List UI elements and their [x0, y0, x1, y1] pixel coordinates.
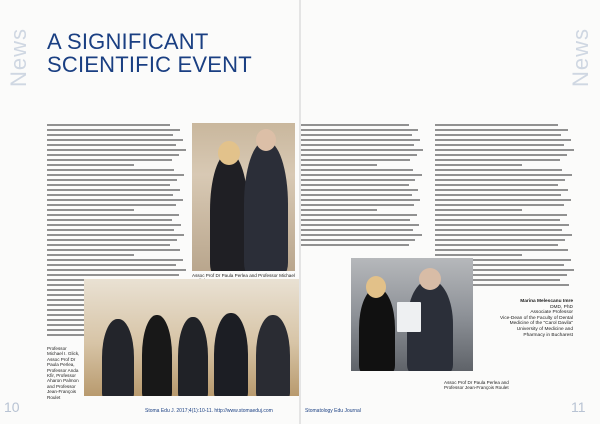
person-figure: [366, 276, 386, 298]
person-figure: [244, 141, 288, 271]
news-section-tab-right: News: [568, 28, 593, 88]
text-line-placeholder: [301, 164, 377, 166]
text-line-placeholder: [301, 219, 410, 221]
text-line-placeholder: [301, 229, 413, 231]
group-photo-speakers: [84, 279, 299, 396]
person-figure: [218, 141, 240, 165]
text-line-placeholder: [435, 189, 568, 191]
text-line-placeholder: [301, 144, 414, 146]
page-footer-right: Stomatology Edu Journal: [305, 408, 361, 414]
news-section-tab-left: News: [6, 28, 31, 88]
text-line-placeholder: [47, 249, 180, 251]
text-line-placeholder: [47, 179, 177, 181]
text-line-placeholder: [435, 174, 572, 176]
author-role: Associate Professor: [530, 310, 573, 316]
text-line-placeholder: [301, 179, 415, 181]
text-line-placeholder: [301, 214, 417, 216]
photo-caption: Assoc Prof Dr Paula Perlea and Professor Michael: [192, 273, 295, 278]
page-number-left: 10: [4, 399, 20, 415]
text-line-placeholder: [301, 224, 419, 226]
person-figure: [142, 315, 172, 396]
text-line-placeholder: [301, 209, 377, 211]
text-line-placeholder: [435, 179, 565, 181]
photo-caption: Professor Michael I. Glick, Assoc Prof Dr Paula Perlea, Professor Anda Kfir, Professor Aharon Palmon and Professor Jean-François Roulet: [47, 346, 80, 400]
text-line-placeholder: [47, 174, 184, 176]
text-line-placeholder: [47, 124, 170, 126]
text-line-placeholder: [301, 134, 412, 136]
text-line-placeholder: [47, 269, 186, 271]
text-line-placeholder: [301, 169, 413, 171]
text-line-placeholder: [435, 239, 565, 241]
footer-url[interactable]: http://www.stomaeduj.com: [214, 408, 273, 414]
text-line-placeholder: [435, 199, 571, 201]
text-line-placeholder: [47, 209, 134, 211]
text-line-placeholder: [435, 219, 560, 221]
photo-perlea-glick: [192, 123, 295, 271]
text-line-placeholder: [435, 164, 522, 166]
text-line-placeholder: [47, 239, 177, 241]
page-number-right: 11: [571, 399, 586, 415]
person-figure: [419, 268, 441, 290]
text-line-placeholder: [435, 234, 572, 236]
text-line-placeholder: [435, 129, 568, 131]
text-line-placeholder: [47, 194, 173, 196]
text-line-placeholder: [435, 139, 571, 141]
person-figure: [102, 319, 134, 396]
text-line-placeholder: [301, 174, 422, 176]
text-line-placeholder: [435, 249, 568, 251]
text-line-placeholder: [47, 184, 170, 186]
text-line-placeholder: [301, 204, 414, 206]
text-line-placeholder: [47, 264, 176, 266]
text-line-placeholder: [47, 169, 174, 171]
left-page: [0, 0, 299, 424]
text-column-3: [301, 124, 424, 249]
text-line-placeholder: [47, 129, 180, 131]
author-name: Marina Melescanu Imre: [520, 299, 573, 304]
text-line-placeholder: [301, 234, 422, 236]
person-figure: [210, 153, 248, 271]
photo-caption: Assoc Prof Dr Paula Perlea and Professor Jean-François Roulet: [444, 380, 509, 391]
text-line-placeholder: [435, 194, 561, 196]
article-title: A SIGNIFICANT SCIENTIFIC EVENT: [47, 29, 252, 77]
text-line-placeholder: [301, 124, 409, 126]
text-line-placeholder: [301, 184, 409, 186]
text-line-placeholder: [47, 139, 183, 141]
author-affiliation: Vice-Dean of the Faculty of Dental Medicine of the "Carol Davila" University of Medicine and Pharmacy in Bucharest: [500, 315, 573, 338]
text-line-placeholder: [47, 159, 172, 161]
text-line-placeholder: [47, 259, 183, 261]
text-line-placeholder: [301, 199, 420, 201]
text-line-placeholder: [301, 154, 417, 156]
text-line-placeholder: [435, 124, 558, 126]
text-line-placeholder: [435, 244, 558, 246]
certificate-icon: [397, 302, 421, 332]
text-line-placeholder: [47, 274, 179, 276]
text-line-placeholder: [47, 189, 180, 191]
person-figure: [178, 317, 208, 396]
text-line-placeholder: [301, 129, 418, 131]
text-line-placeholder: [435, 159, 560, 161]
text-line-placeholder: [301, 139, 420, 141]
author-block: [497, 299, 573, 338]
text-line-placeholder: [47, 144, 176, 146]
text-line-placeholder: [47, 164, 134, 166]
text-line-placeholder: [435, 144, 564, 146]
text-line-placeholder: [47, 219, 172, 221]
text-line-placeholder: [301, 194, 412, 196]
text-line-placeholder: [47, 199, 183, 201]
author-degrees: DMD, PhD: [550, 304, 573, 310]
text-line-placeholder: [435, 254, 522, 256]
text-line-placeholder: [47, 154, 179, 156]
text-line-placeholder: [47, 134, 173, 136]
text-line-placeholder: [47, 204, 176, 206]
text-line-placeholder: [435, 214, 567, 216]
text-line-placeholder: [47, 244, 170, 246]
text-line-placeholder: [47, 234, 184, 236]
text-line-placeholder: [435, 224, 569, 226]
text-line-placeholder: [435, 209, 522, 211]
text-line-placeholder: [47, 254, 134, 256]
text-line-placeholder: [435, 154, 567, 156]
photo-perlea-roulet: [351, 258, 473, 371]
text-line-placeholder: [47, 224, 181, 226]
text-line-placeholder: [47, 214, 179, 216]
text-line-placeholder: [301, 149, 423, 151]
text-line-placeholder: [47, 149, 186, 151]
person-figure: [256, 315, 290, 396]
text-line-placeholder: [301, 159, 410, 161]
page-footer-left: [145, 408, 273, 414]
text-line-placeholder: [435, 169, 562, 171]
text-line-placeholder: [435, 149, 574, 151]
text-line-placeholder: [301, 239, 415, 241]
person-figure: [214, 313, 248, 396]
text-line-placeholder: [435, 134, 561, 136]
text-line-placeholder: [301, 244, 409, 246]
text-line-placeholder: [435, 184, 558, 186]
text-line-placeholder: [301, 189, 418, 191]
text-line-placeholder: [435, 229, 562, 231]
text-line-placeholder: [435, 204, 564, 206]
person-figure: [256, 129, 276, 151]
text-line-placeholder: [47, 229, 174, 231]
footer-citation: Stoma Edu J. 2017;4(1):10-11.: [145, 408, 214, 414]
person-figure: [359, 288, 395, 371]
